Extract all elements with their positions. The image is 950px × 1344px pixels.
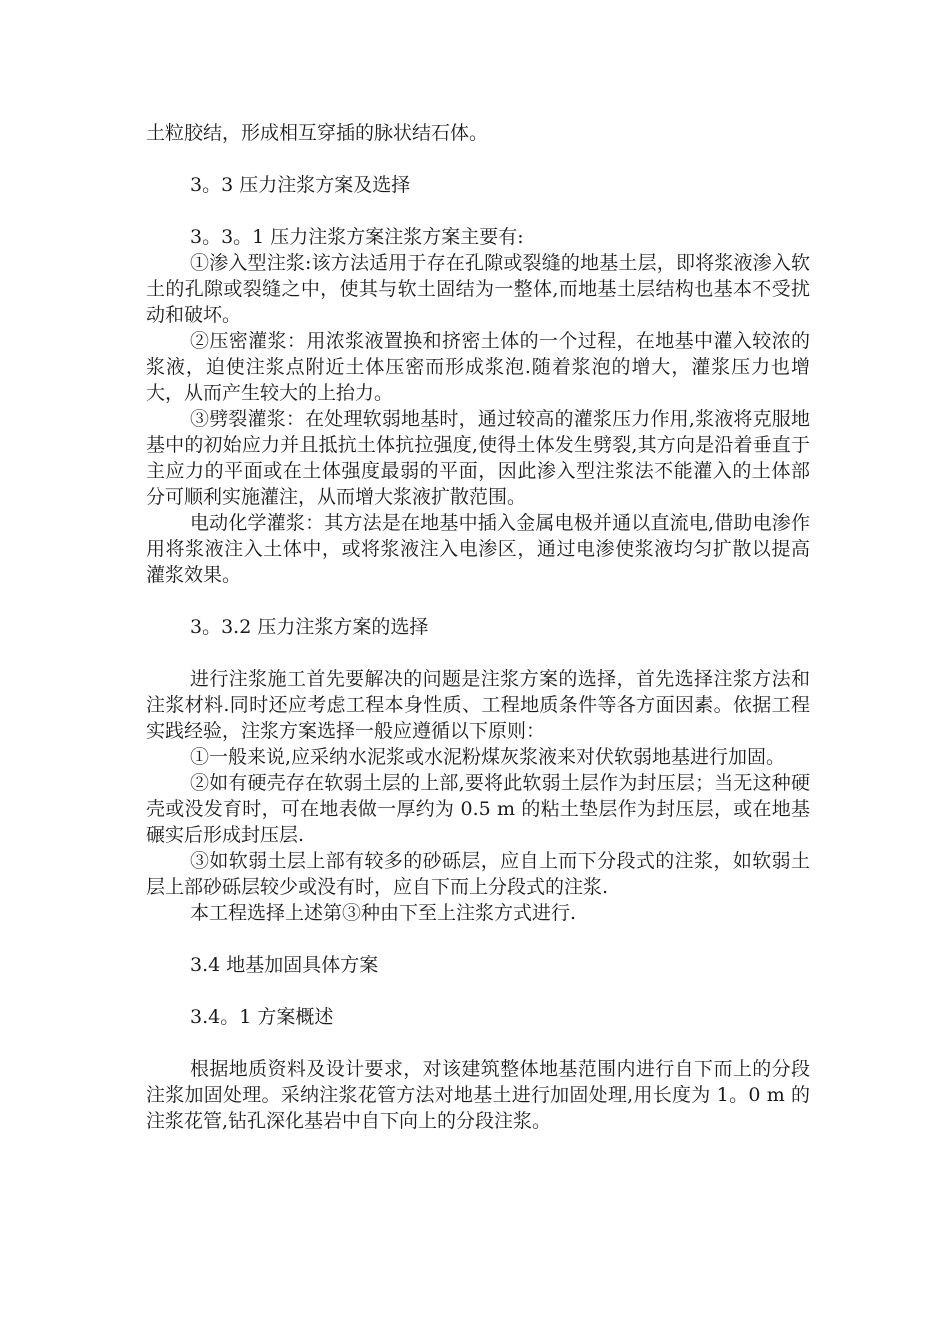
spacer (146, 640, 810, 666)
spacer (146, 926, 810, 952)
paragraph-plan-overview: 根据地质资料及设计要求，对该建筑整体地基范围内进行自下而上的分段注浆加固处理。采纳注浆花管方法对地基土进行加固处理,用长度为 1。0 m 的注浆花管,钻孔深化基岩中自下向上的分段注浆。 (146, 1058, 810, 1132)
section-heading-3-3: 3。3 压力注浆方案及选择 (190, 174, 411, 196)
section-heading-3-3-1: 3。3。1 压力注浆方案注浆方案主要有: (190, 226, 524, 248)
paragraph-project-choice: 本工程选择上述第③种由下至上注浆方式进行. (190, 902, 577, 924)
paragraph-rule-2: ②如有硬壳存在软弱土层的上部,要将此软弱土层作为封压层；当无这种硬壳或没发育时，可在地表做一厚约为 0.5 m 的粘土垫层作为封压层，或在地基碾实后形成封压层. (146, 772, 810, 846)
paragraph-rule-1: ①一般来说,应采纳水泥浆或水泥粉煤灰浆液来对伏软弱地基进行加固。 (190, 746, 786, 768)
document-body (146, 120, 810, 1134)
spacer (146, 1030, 810, 1056)
paragraph-rule-3: ③如软弱土层上部有较多的砂砾层，应自上而下分段式的注浆，如软弱土层上部砂砾层较少或没有时，应自下而上分段式的注浆. (146, 850, 810, 898)
spacer (146, 978, 810, 1004)
paragraph-grouting-selection: 进行注浆施工首先要解决的问题是注浆方案的选择，首先选择注浆方法和注浆材料.同时还应考虑工程本身性质、工程地质条件等各方面因素。依据工程实践经验，注浆方案选择一般应遵循以下原则： (146, 668, 810, 742)
spacer (146, 146, 810, 172)
section-heading-3-4-1: 3.4。1 方案概述 (190, 1006, 334, 1028)
paragraph-fracture-grouting: ③劈裂灌浆：在处理软弱地基时，通过较高的灌浆压力作用,浆液将克服地基中的初始应力并且抵抗土体抗拉强度,使得土体发生劈裂,其方向是沿着垂直于主应力的平面或在土体强度最弱的平面，因此渗入型注浆法不能灌入的土体部分可顺利实施灌注，从而增大浆液扩散范围。 (146, 408, 810, 508)
continued-paragraph: 土粒胶结，形成相互穿插的脉状结石体。 (146, 122, 489, 144)
spacer (146, 588, 810, 614)
section-heading-3-3-2: 3。3.2 压力注浆方案的选择 (190, 616, 429, 638)
paragraph-compaction-grouting: ②压密灌浆：用浓浆液置换和挤密土体的一个过程，在地基中灌入较浓的浆液，迫使注浆点附近土体压密而形成浆泡.随着浆泡的增大，灌浆压力也增大，从而产生较大的上抬力。 (146, 330, 810, 404)
paragraph-infiltration-grouting: ①渗入型注浆:该方法适用于存在孔隙或裂缝的地基土层，即将浆液渗入软土的孔隙或裂缝之中，使其与软土固结为一整体,而地基土层结构也基本不受扰动和破坏。 (146, 252, 810, 326)
spacer (146, 198, 810, 224)
section-heading-3-4: 3.4 地基加固具体方案 (190, 954, 379, 976)
paragraph-electrochemical-grouting: 电动化学灌浆：其方法是在地基中插入金属电极并通以直流电,借助电渗作用将浆液注入土体中，或将浆液注入电渗区，通过电渗使浆液均匀扩散以提高灌浆效果。 (146, 512, 810, 586)
